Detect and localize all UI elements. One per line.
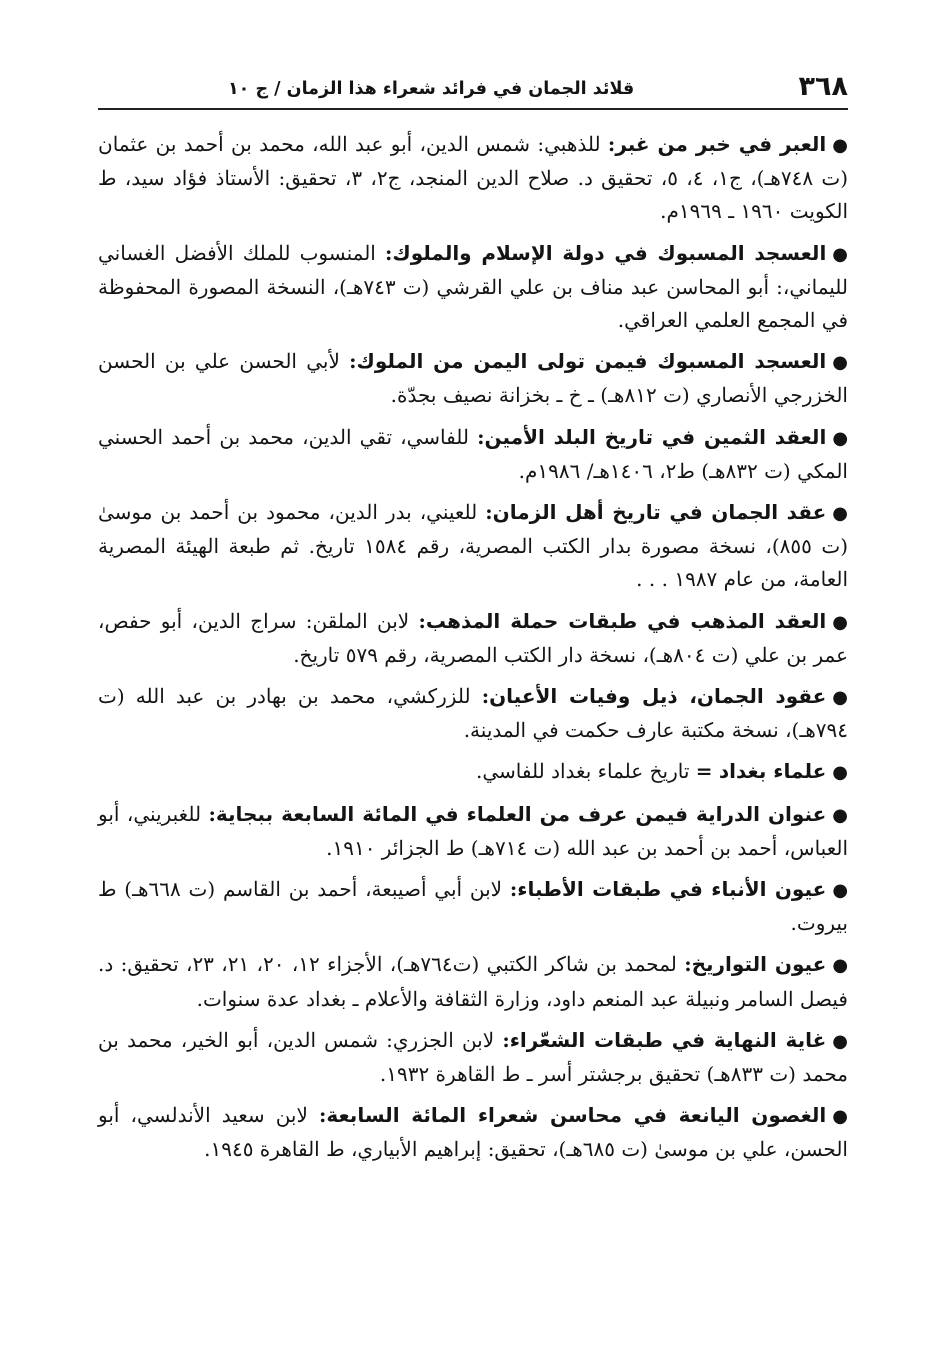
entry-title: العسجد المسبوك في دولة الإسلام والملوك [392, 240, 827, 265]
entry-text: لأبي الحسن علي بن الحسن الخزرجي الأنصاري (ت ٨١٢هـ) ـ خ ـ بخزانة نصيف بجدّة. [98, 349, 848, 408]
entry-text: لابن الجزري: شمس الدين، أبو الخير، محمد بن محمد (ت ٨٣٣هـ) تحقيق برجشتر أسر ـ ط القاهرة ١٩٣٢. [98, 1027, 848, 1087]
bullet-icon: ● [832, 427, 849, 449]
bibliography-entry [98, 948, 848, 1015]
bullet-icon: ● [832, 243, 849, 265]
bullet-icon: ● [832, 503, 849, 525]
entry-separator: : [684, 952, 692, 977]
bibliography-entry [98, 345, 848, 412]
bibliography-entry [98, 605, 848, 672]
running-title: قلائد الجمان في فرائد شعراء هذا الزمان / ج ١٠ [228, 79, 635, 99]
page-header [98, 58, 848, 110]
bullet-icon: ● [832, 352, 849, 374]
entry-text: لمحمد بن شاكر الكتبي (ت٧٦٤هـ)، الأجزاء ١٢، ٢٠، ٢١، ٢٣، تحقيق: د. فيصل السامر ونبيلة عبد المنعم داود، وزارة الثقافة والأعلام ـ بغداد عدة سنوات. [98, 952, 848, 1011]
entry-title: عيون التواريخ [691, 952, 827, 977]
entry-text: للفاسي، تقي الدين، محمد بن أحمد الحسني المكي (ت ٨٣٢هـ) ط٢، ١٤٠٦هـ/ ١٩٨٦م. [98, 424, 848, 483]
bullet-icon: ● [832, 1030, 849, 1052]
bullet-icon: ● [832, 880, 849, 902]
entry-title: العقد المذهب في طبقات حملة المذهب [425, 608, 827, 633]
entry-text: لابن الملقن: سراج الدين، أبو حفص، عمر بن علي (ت ٨٠٤هـ)، نسخة دار الكتب المصرية، رقم ٥٧٩ تاريخ. [98, 608, 848, 667]
book-page [98, 58, 848, 1175]
entry-separator: : [481, 684, 490, 709]
entry-text: لابن أبي أصيبعة، أحمد بن القاسم (ت ٦٦٨هـ) ط بيروت. [98, 877, 848, 936]
entry-title: العقد الثمين في تاريخ البلد الأمين [484, 424, 827, 449]
entry-separator: : [384, 240, 393, 265]
bibliography-entry [98, 1099, 848, 1166]
bullet-icon: ● [832, 955, 849, 977]
entry-title: عنوان الدراية فيمن عرف من العلماء في المائة السابعة ببجاية [215, 801, 827, 826]
entry-text: للذهبي: شمس الدين، أبو عبد الله، محمد بن أحمد بن عثمان (ت ٧٤٨هـ)، ج١، ٤، ٥، تحقيق د. صلاح الدين المنجد، ج٢، ٣، تحقيق: الأستاذ فؤاد سيد، ط الكويت ١٩٦٠ ـ ١٩٦٩م. [98, 132, 849, 224]
bullet-icon: ● [832, 762, 848, 784]
entry-text: للزركشي، محمد بن بهادر بن عبد الله (ت ٧٩٤هـ)، نسخة مكتبة عارف حكمت في المدينة. [98, 684, 848, 743]
bullet-icon: ● [832, 804, 848, 826]
bullet-icon: ● [832, 135, 849, 156]
bibliography-entry [98, 1024, 848, 1091]
entry-title: عيون الأنباء في طبقات الأطباء [517, 877, 827, 902]
entry-text: للغبريني، أبو العباس، أحمد بن أحمد بن عبد الله (ت ٧١٤هـ) ط الجزائر ١٩١٠. [98, 801, 848, 860]
entry-separator: : [349, 349, 357, 374]
bibliography-entry [98, 421, 848, 488]
entry-text: لابن سعيد الأندلسي، أبو الحسن، علي بن موسىٰ (ت ٦٨٥هـ)، تحقيق: إبراهيم الأبياري، ط القاهرة ١٩٤٥. [98, 1103, 848, 1162]
bibliography-entry [98, 496, 848, 597]
entry-separator: : [485, 500, 493, 525]
entry-title: الغصون اليانعة في محاسن شعراء المائة السابعة [326, 1103, 827, 1128]
entry-title: عقد الجمان في تاريخ أهل الزمان [492, 500, 827, 525]
bibliography-entry [98, 755, 848, 789]
bibliography-list [98, 128, 848, 1167]
bibliography-entry [98, 798, 848, 865]
bibliography-entry [98, 128, 848, 229]
bibliography-entry [98, 873, 848, 940]
bullet-icon: ● [832, 611, 848, 633]
entry-text: تاريخ علماء بغداد للفاسي. [476, 759, 690, 784]
entry-separator: : [319, 1103, 327, 1128]
entry-title: العبر في خبر من غبر [615, 132, 827, 156]
entry-separator: = [695, 759, 713, 784]
bibliography-entry [98, 680, 848, 747]
page-number: ٣٦٨ [798, 71, 848, 102]
entry-separator: : [509, 877, 518, 902]
entry-separator: : [208, 801, 216, 826]
entry-separator: : [418, 608, 426, 633]
entry-title: عقود الجمان، ذيل وفيات الأعيان [489, 684, 827, 709]
entry-text: للعيني، بدر الدين، محمود بن أحمد بن موسىٰ (ت ٨٥٥)، نسخة مصورة بدار الكتب المصرية، رقم ١٥٨٤ تاريخ. ثم طبعة الهيئة المصرية العامة، من عام ١٩٨٧ . . . [98, 500, 848, 592]
entry-title: العسجد المسبوك فيمن تولى اليمن من الملوك [356, 349, 827, 374]
entry-separator: : [477, 424, 485, 449]
entry-text: المنسوب للملك الأفضل الغساني لليماني،: أبو المحاسن عبد مناف بن علي القرشي (ت ٧٤٣هـ)، النسخة المصورة المحفوظة في المجمع العلمي العراقي. [98, 240, 848, 333]
entry-title: علماء بغداد [718, 759, 827, 784]
entry-title: غاية النهاية في طبقات الشعّراء [509, 1027, 827, 1052]
bullet-icon: ● [832, 687, 849, 709]
entry-separator: : [607, 132, 616, 156]
bullet-icon: ● [832, 1106, 848, 1128]
entry-separator: : [502, 1027, 510, 1052]
bibliography-entry [98, 237, 848, 338]
